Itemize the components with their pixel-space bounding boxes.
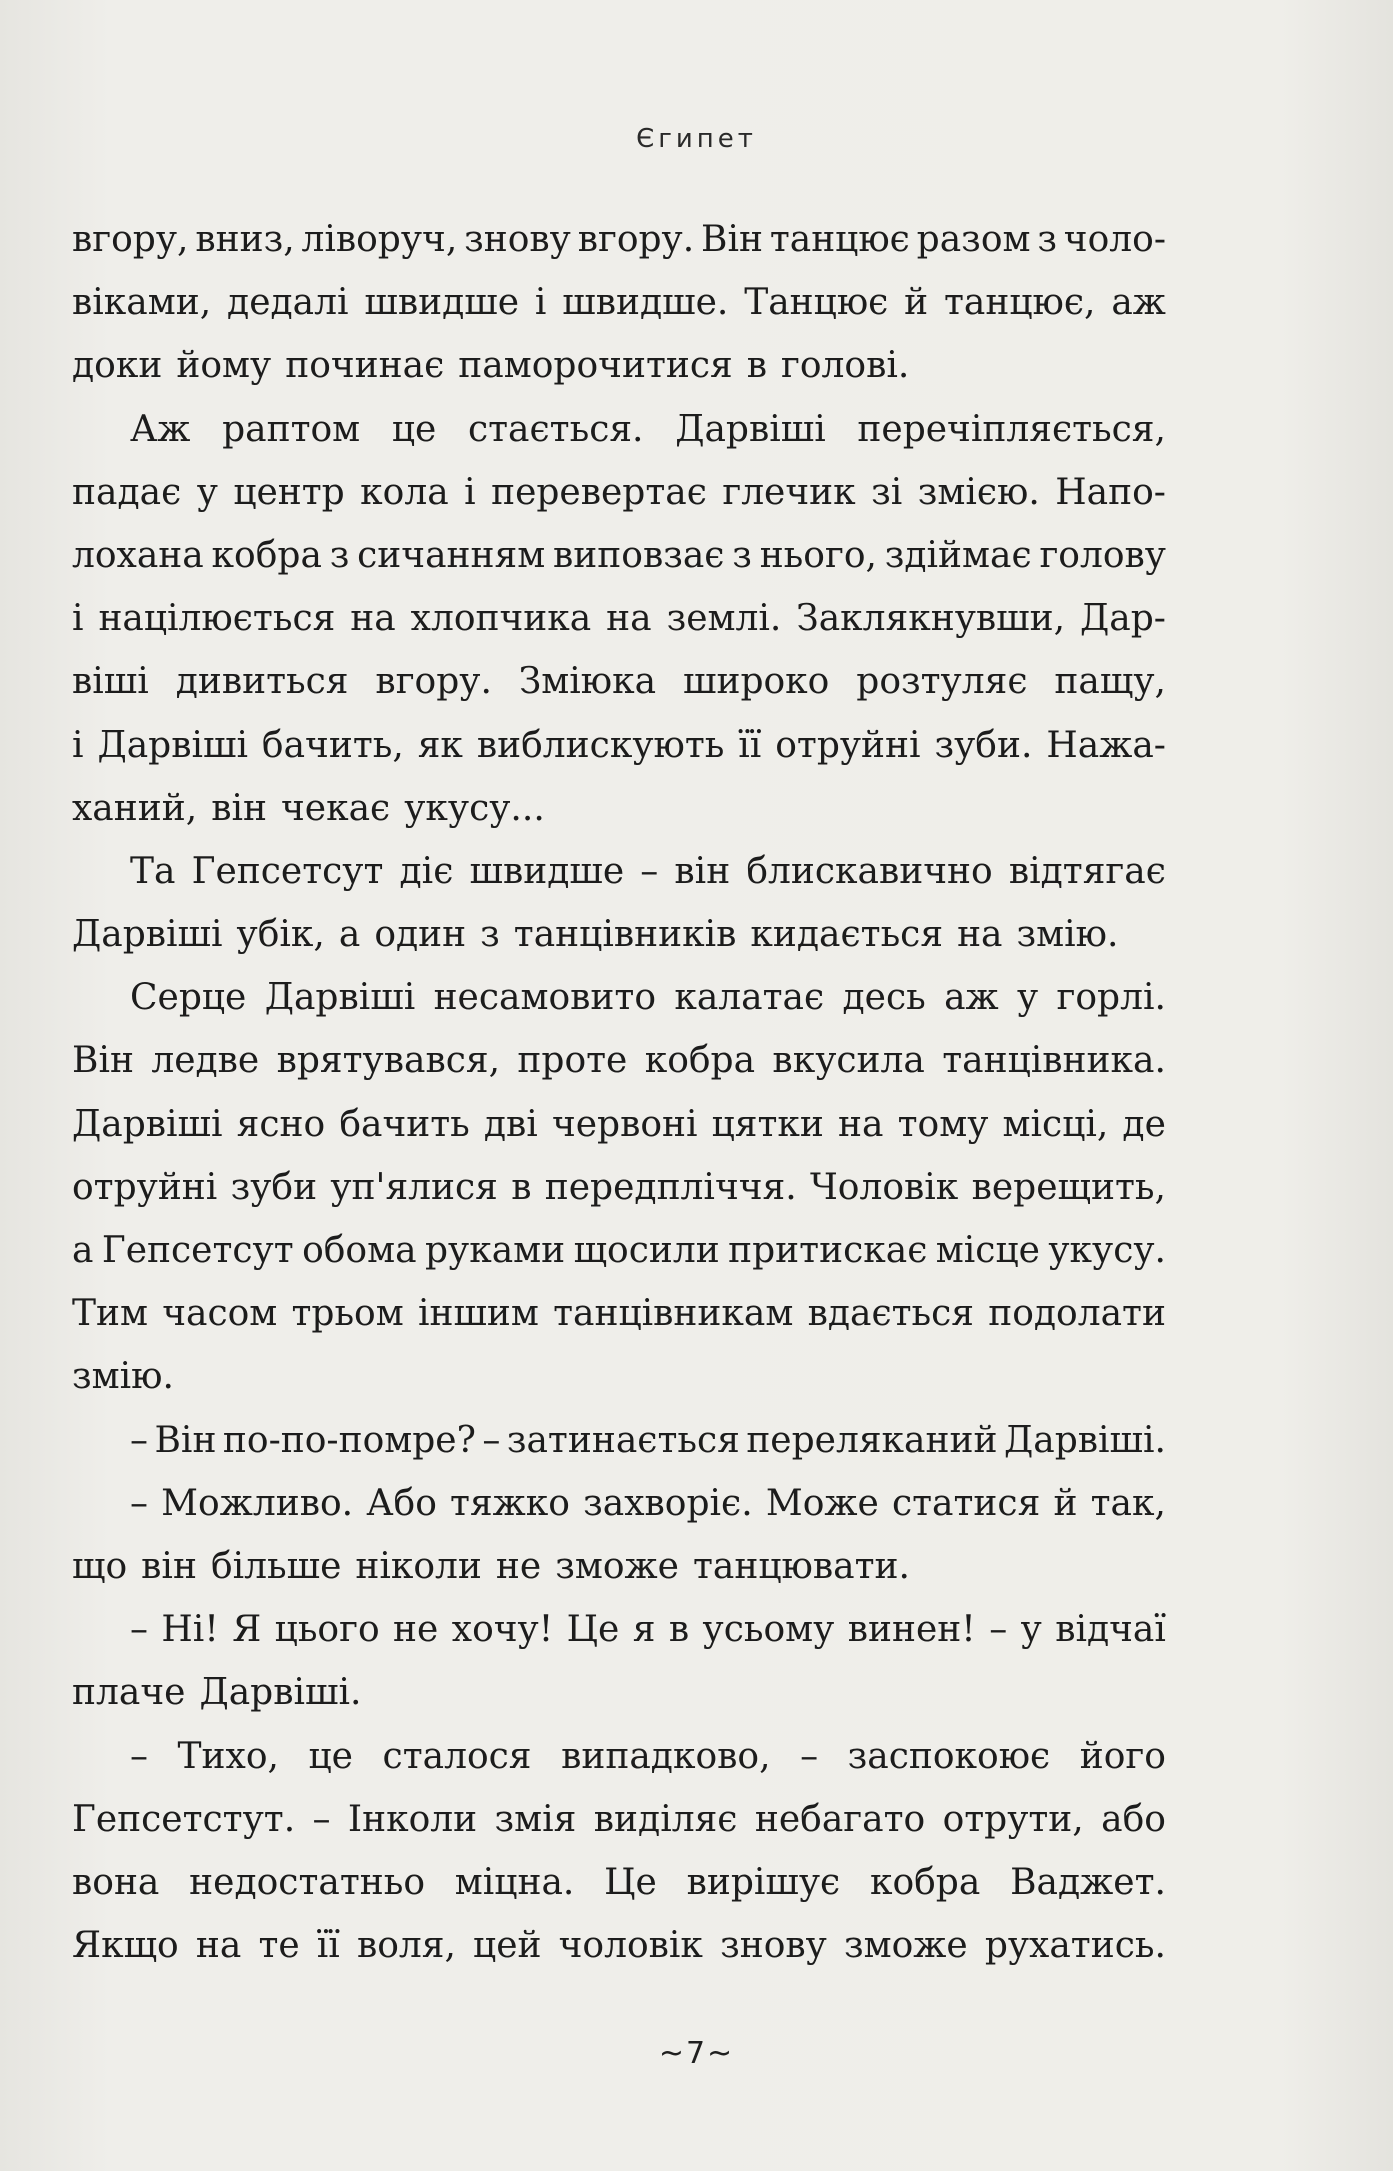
text-line: Та Гепсетсут діє швидше – він блискавично відтягає [130,850,1166,892]
text-line: Якщо на те її воля, цей чоловік знову зможе рухатись. [72,1925,1166,1967]
text-line: лохана кобра з сичанням виповзає з нього, здіймає голову [72,534,1166,576]
text-line: вгору, вниз, ліворуч, знову вгору. Він танцює разом з чоло- [72,219,1166,260]
text-line: і націлюється на хлопчика на землі. Заклякнувши, Дар- [72,598,1166,640]
text-line: а Гепсетсут обома руками щосили притискає місце укусу. [72,1230,1166,1271]
text-line: змію. [72,1356,174,1398]
text-line: Дарвіші ясно бачить дві червоні цятки на тому місці, де [72,1103,1166,1145]
text-line: падає у центр кола і перевертає глечик зі змією. Напо- [72,471,1166,513]
text-line: – Він по-по-помре? – затинається переляканий Дарвіші. [130,1419,1166,1461]
text-line: доки йому починає паморочитися в голові. [72,345,910,387]
text-line: і Дарвіші бачить, як виблискують її отруйні зуби. Нажа- [72,724,1166,766]
running-header: Єгипет [636,124,757,154]
page-number: ~7~ [658,2036,735,2071]
body-text [72,208,1166,1977]
text-line: вона недостатньо міцна. Це вирішує кобра Ваджет. [72,1861,1166,1903]
text-line: Аж раптом це стається. Дарвіші перечіпляється, [130,408,1166,450]
text-line: ханий, він чекає укусу... [72,787,545,829]
text-line: віші дивиться вгору. Змiюка широко розтуляє пащу, [72,661,1166,703]
text-line: віками, дедалі швидше і швидше. Танцює й танцює, аж [72,282,1166,324]
text-line: отруйні зуби уп'ялися в передпліччя. Чоловік верещить, [72,1166,1166,1208]
text-line: Гепсетстут. – Інколи змія виділяє небагато отрути, або [72,1798,1166,1840]
text-line: плаче Дарвіші. [72,1672,362,1714]
text-line: – Можливо. Або тяжко захворіє. Може статися й так, [130,1482,1166,1524]
text-line: – Тихо, це сталося випадково, – заспокоює його [130,1735,1166,1777]
text-line: Він ледве врятувався, проте кобра вкусила танцівника. [72,1040,1166,1082]
text-line: – Ні! Я цього не хочу! Це я в усьому винен! – у відчаї [130,1609,1166,1651]
text-line: Тим часом трьом іншим танцівникам вдається подолати [72,1293,1166,1335]
text-line: Дарвіші убік, а один з танцівників кидається на змію. [72,914,1119,956]
text-line: Серце Дарвіші несамовито калатає десь аж у горлі. [130,977,1166,1019]
text-line: що він більше ніколи не зможе танцювати. [72,1545,910,1587]
